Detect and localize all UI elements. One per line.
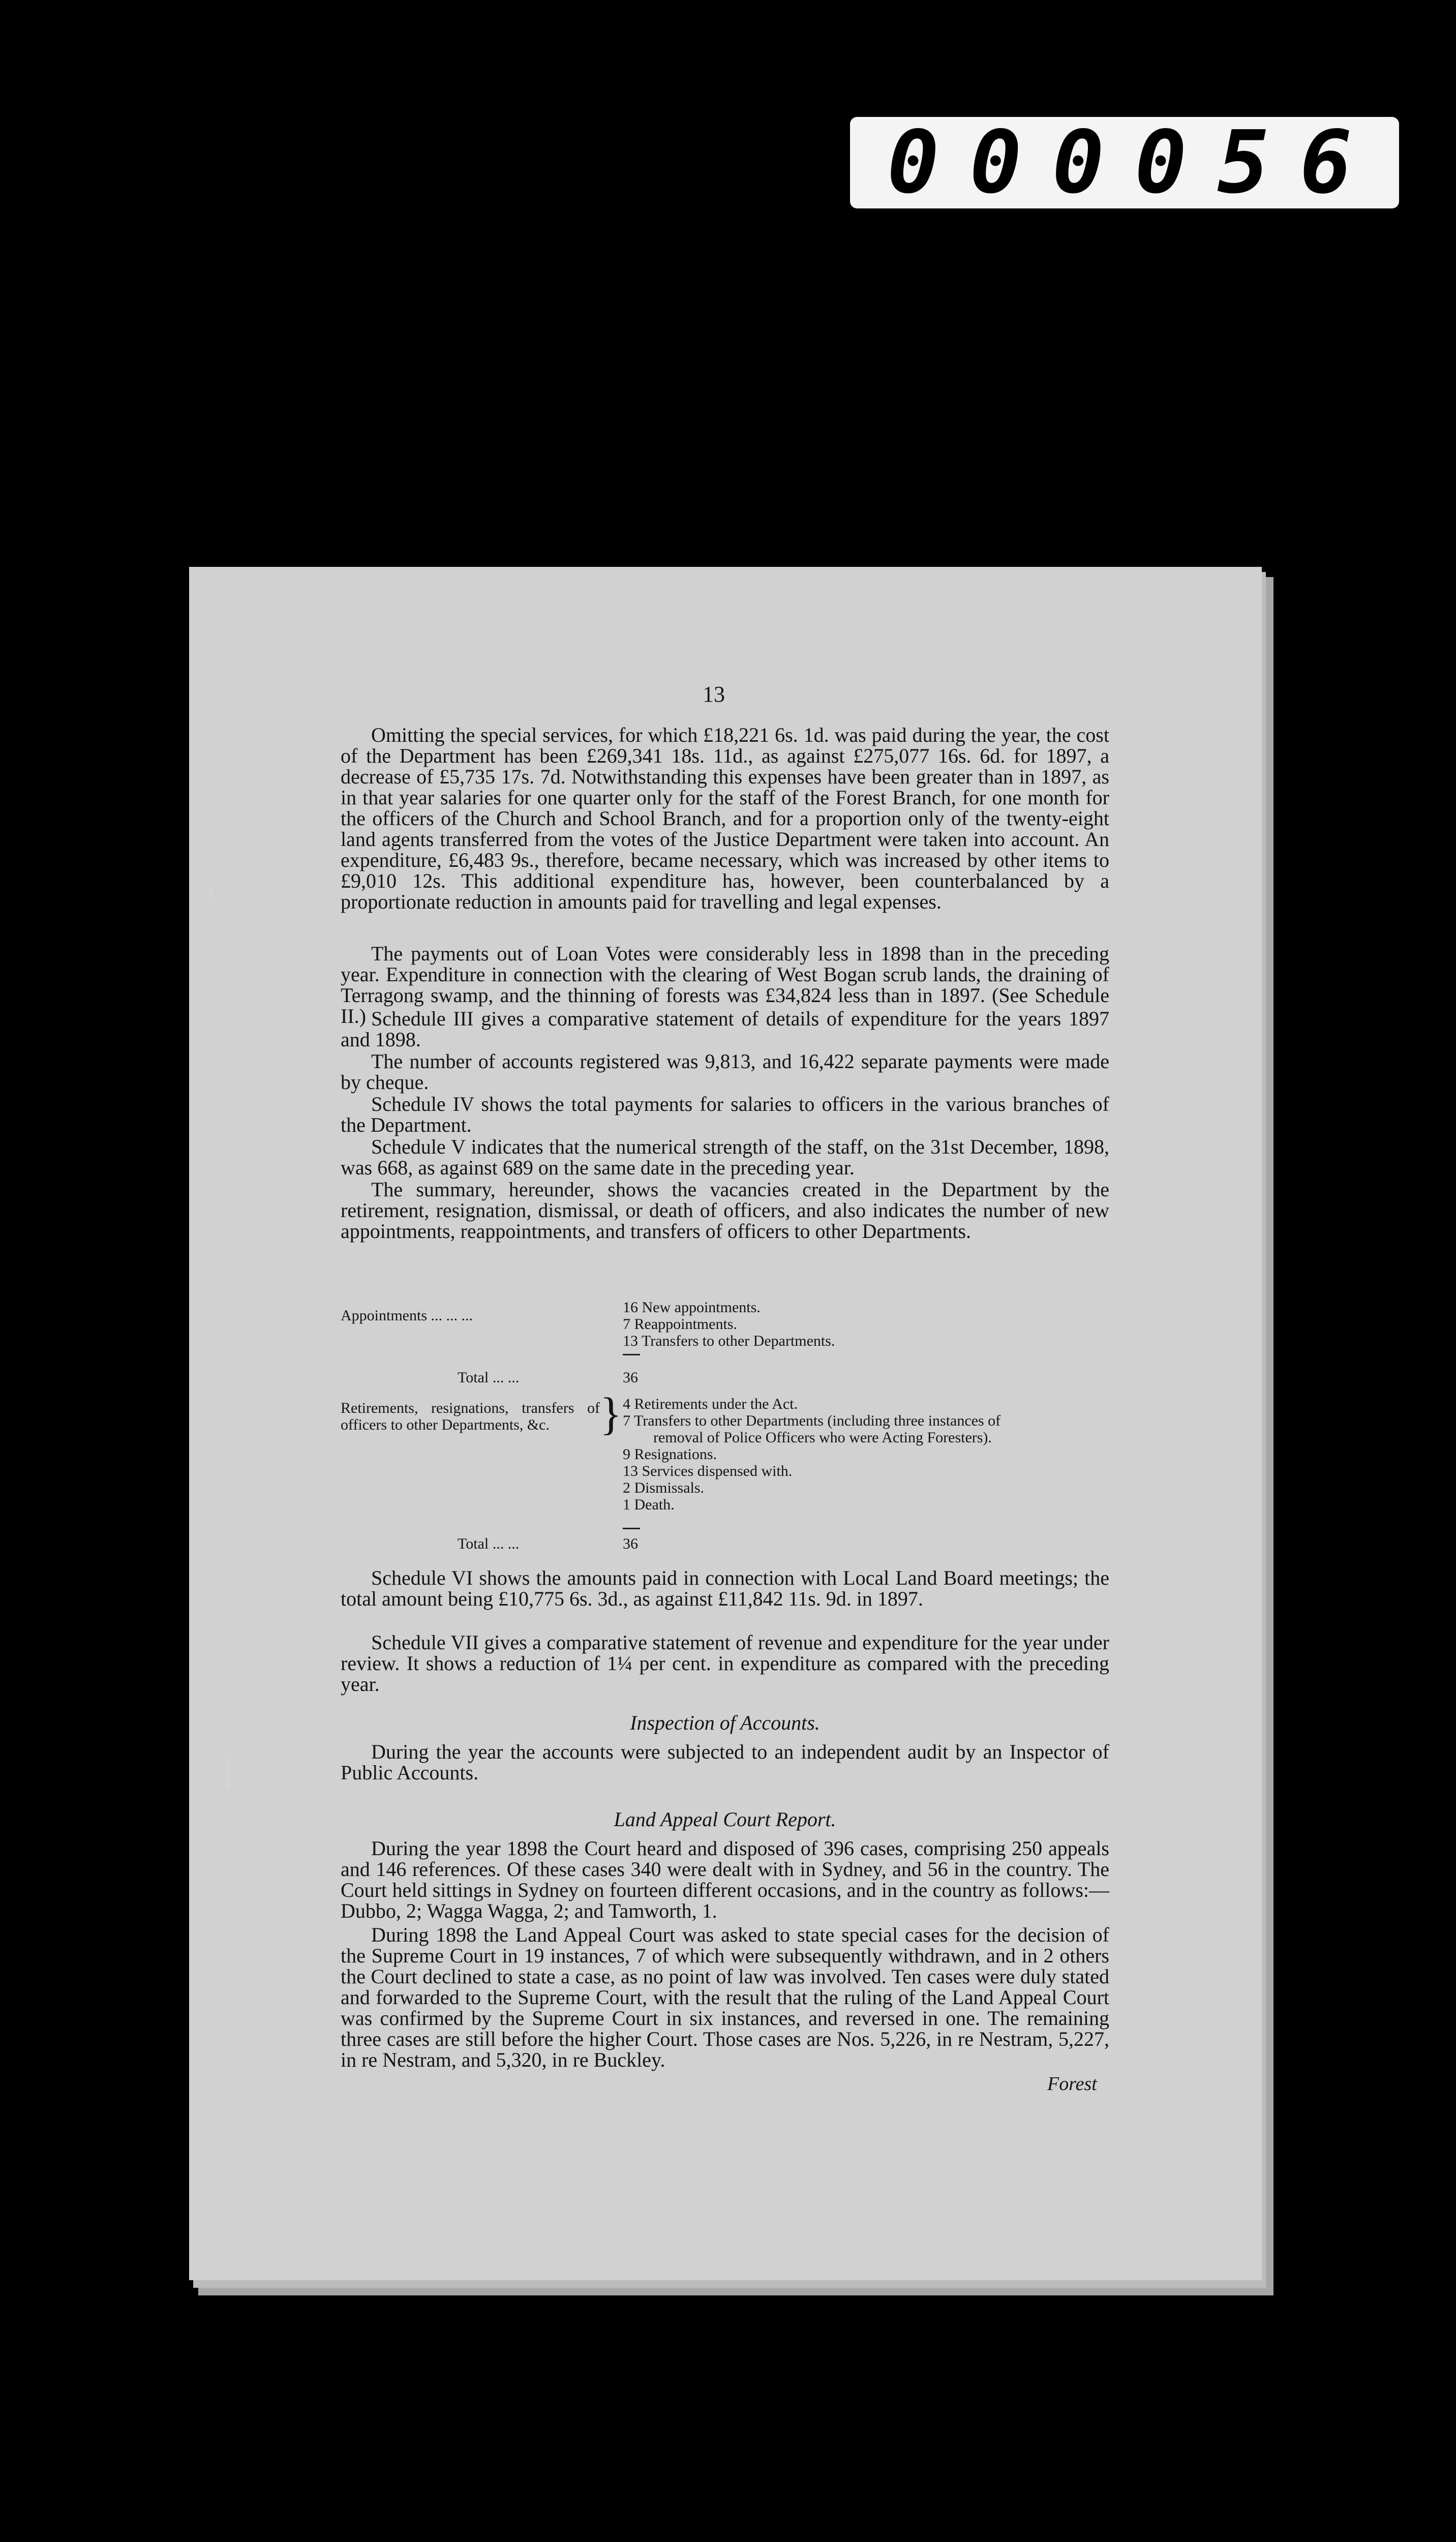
paragraph-accounts: The number of accounts registered was 9,813, and 16,422 separate payments were made by cheque. <box>341 1050 1109 1094</box>
paragraph-loan-votes: The payments out of Loan Votes were considerably less in 1898 than in the preceding year. Expenditure in connection with the clearing of West Bogan scrub lands, the draining of Terragong swamp, and the thinning of forests was £34,824 less than in 1897. (See Schedule II.) <box>341 942 1109 1027</box>
retirements-item: 2 Dismissals. <box>623 1479 705 1496</box>
retirements-item: 9 Resignations. <box>623 1446 717 1463</box>
paragraph-schedule-6: Schedule VI shows the amounts paid in connection with Local Land Board meetings; the total amount being £10,775 6s. 3d., as against £11,842 11s. 9d. in 1897. <box>341 1566 1109 1610</box>
paragraph-court-cases: During the year 1898 the Court heard and disposed of 396 cases, comprising 250 appeals and 146 references. Of these cases 340 were dealt with in Sydney, and 56 in the country. The Court held sittings in Sydney on fourteen different occasions, and in the country as follows:—Dubbo, 2; Wagga Wagga, 2; and Tamworth, 1. <box>341 1837 1109 1922</box>
brace-icon: } <box>600 1389 622 1439</box>
paragraph-schedule-3: Schedule III gives a comparative statement of details of expenditure for the years 1897 and 1898. <box>341 1007 1109 1051</box>
paragraph-summary-intro: The summary, hereunder, shows the vacancies created in the Department by the retirement, resignation, dismissal, or death of officers, and also indicates the number of new appointments, reappointments, and transfers of officers to other Departments. <box>341 1178 1109 1243</box>
total-label: Total ... ... <box>458 1369 520 1386</box>
paragraph-schedule-7: Schedule VII gives a comparative statement of revenue and expenditure for the year under review. It shows a reduction of 1¼ per cent. in expenditure as compared with the preceding year. <box>341 1631 1109 1696</box>
retirements-item: 1 Death. <box>623 1496 675 1513</box>
frame-number: 000056 <box>850 117 1399 208</box>
scan-speck <box>209 887 213 898</box>
paragraph-special-cases: During 1898 the Land Appeal Court was asked to state special cases for the decision of the Supreme Court in 19 instances, 7 of which were subsequently withdrawn, and in 2 others the Court declined to state a case, as no point of law was involved. Ten cases were duly stated and forwarded to the Supreme Court, with the result that the ruling of the Land Appeal Court was confirmed by the Supreme Court in six instances, and reversed in one. The remaining three cases are still before the higher Court. Those cases are Nos. 5,226, in re Nestram, 5,227, in re Nestram, and 5,320, in re Buckley. <box>341 1923 1109 2071</box>
catchword: Forest <box>1047 2073 1097 2095</box>
sum-rule <box>623 1354 640 1355</box>
total-label: Total ... ... <box>458 1535 520 1552</box>
total-value: 36 <box>623 1369 638 1386</box>
sum-rule <box>623 1528 640 1529</box>
paragraph-expenditure: Omitting the special services, for which £18,221 6s. 1d. was paid during the year, the cost of the Department has been £269,341 18s. 11d., as against £275,077 16s. 6d. for 1897, a decrease of £5,735 17s. 7d. Notwithstanding this expenses have been greater than in 1897, as in that year salaries for one quarter only for the staff of the Forest Branch, for one month for the officers of the Church and School Branch, and for a proportion only of the twenty-eight land agents transferred from the votes of the Justice Department were taken into account. An expenditure, £6,483 9s., therefore, became necessary, which was increased by other items to £9,010 12s. This additional expenditure has, however, been counterbalanced by a proportionate reduction in amounts paid for travelling and legal expenses. <box>341 723 1109 913</box>
heading-inspection: Inspection of Accounts. <box>630 1711 820 1734</box>
appointments-item: 16 New appointments. <box>623 1299 761 1316</box>
retirements-item: removal of Police Officers who were Acting Foresters). <box>653 1429 992 1446</box>
heading-land-appeal: Land Appeal Court Report. <box>614 1808 836 1831</box>
total-value: 36 <box>623 1535 638 1552</box>
retirements-item: 4 Retirements under the Act. <box>623 1396 798 1412</box>
retirements-item: 13 Services dispensed with. <box>623 1463 793 1479</box>
appointments-label: Appointments ... ... ... <box>341 1307 473 1324</box>
appointments-item: 7 Reappointments. <box>623 1316 737 1333</box>
paragraph-inspection: During the year the accounts were subjected to an independent audit by an Inspector of Public Accounts. <box>341 1740 1109 1784</box>
appointments-list <box>623 1299 835 1349</box>
scan-speck <box>225 1759 231 1790</box>
retirements-item: 7 Transfers to other Departments (including three instances of <box>623 1412 1001 1429</box>
appointments-item: 13 Transfers to other Departments. <box>623 1333 835 1349</box>
document-page <box>189 567 1262 2280</box>
page-number: 13 <box>703 682 725 707</box>
retirements-label: Retirements, resignations, transfers of officers to other Departments, &c. <box>341 1400 600 1433</box>
paragraph-schedule-4: Schedule IV shows the total payments for salaries to officers in the various branches of the Department. <box>341 1093 1109 1136</box>
retirements-list <box>623 1396 1000 1513</box>
paragraph-schedule-5: Schedule V indicates that the numerical strength of the staff, on the 31st December, 1898, was 668, as against 689 on the same date in the preceding year. <box>341 1135 1109 1179</box>
